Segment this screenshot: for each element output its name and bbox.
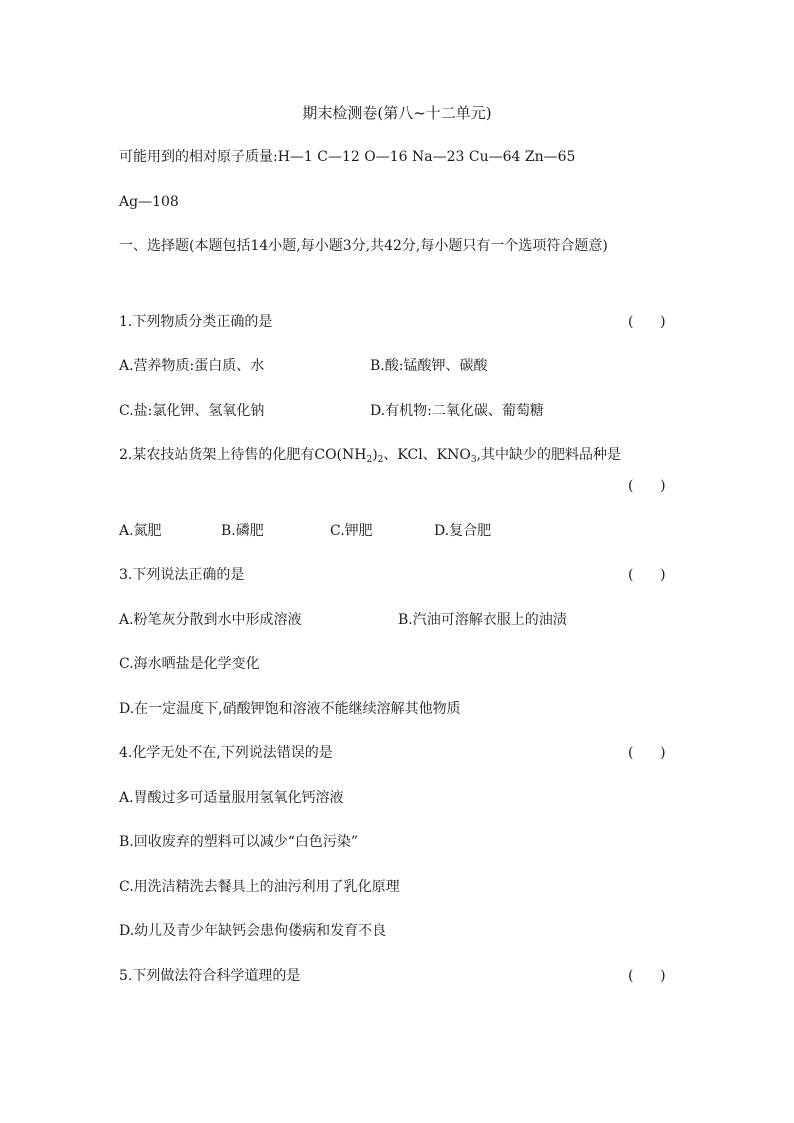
q3-option-c: C.海水晒盐是化学变化 [119, 656, 260, 672]
question-1-stem: 1.下列物质分类正确的是 [119, 314, 273, 330]
q4-option-d: D.幼儿及青少年缺钙会患佝偻病和发育不良 [119, 923, 387, 939]
question-4-stem: 4.化学无处不在,下列说法错误的是 [119, 745, 333, 761]
q3-option-b: B.汽油可溶解衣服上的油渍 [398, 612, 567, 628]
q2-stem-part: 、KCl、KNO [383, 447, 471, 463]
answer-blank-3[interactable]: ( ) [628, 567, 666, 583]
q2-stem-part: 2.某农技站货架上待售的化肥有CO(NH [119, 447, 367, 463]
q2-option-d: D.复合肥 [434, 523, 492, 539]
atomic-mass-line-2: Ag—108 [119, 194, 179, 210]
section-heading: 一、选择题(本题包括14小题,每小题3分,共42分,每小题只有一个选项符合题意) [119, 238, 608, 254]
q1-option-b: B.酸:锰酸钾、碳酸 [370, 358, 488, 374]
q1-option-d: D.有机物:二氧化碳、葡萄糖 [370, 403, 544, 419]
q4-option-c: C.用洗洁精洗去餐具上的油污利用了乳化原理 [119, 879, 400, 895]
q3-option-a: A.粉笔灰分散到水中形成溶液 [119, 612, 302, 628]
q4-option-a: A.胃酸过多可适量服用氢氧化钙溶液 [119, 790, 344, 806]
q2-subscript: 2 [366, 455, 373, 465]
q2-option-b: B.磷肥 [221, 523, 264, 539]
atomic-mass-line-1: 可能用到的相对原子质量:H—1 C—12 O—16 Na—23 Cu—64 Zn—65 [119, 149, 576, 165]
q2-stem-part: ) [372, 447, 378, 463]
q1-option-c: C.盐:氯化钾、氢氧化钠 [119, 403, 265, 419]
question-2-stem [119, 445, 621, 470]
question-3-stem: 3.下列说法正确的是 [119, 567, 245, 583]
q2-option-a: A.氮肥 [119, 523, 162, 539]
q1-option-a: A.营养物质:蛋白质、水 [119, 358, 265, 374]
answer-blank-5[interactable]: ( ) [628, 968, 666, 984]
page-title: 期末检测卷(第八~十二单元) [302, 104, 492, 122]
q2-subscript: 2 [377, 455, 384, 465]
q2-stem-part: ,其中缺少的肥料品种是 [476, 447, 622, 463]
answer-blank-1[interactable]: ( ) [628, 314, 666, 330]
answer-blank-2[interactable]: ( ) [628, 478, 666, 494]
answer-blank-4[interactable]: ( ) [628, 745, 666, 761]
question-5-stem: 5.下列做法符合科学道理的是 [119, 968, 301, 984]
q4-option-b: B.回收废弃的塑料可以减少“白色污染” [119, 834, 359, 850]
q2-subscript: 3 [470, 455, 477, 465]
q3-option-d: D.在一定温度下,硝酸钾饱和溶液不能继续溶解其他物质 [119, 701, 461, 717]
q2-option-c: C.钾肥 [330, 523, 373, 539]
